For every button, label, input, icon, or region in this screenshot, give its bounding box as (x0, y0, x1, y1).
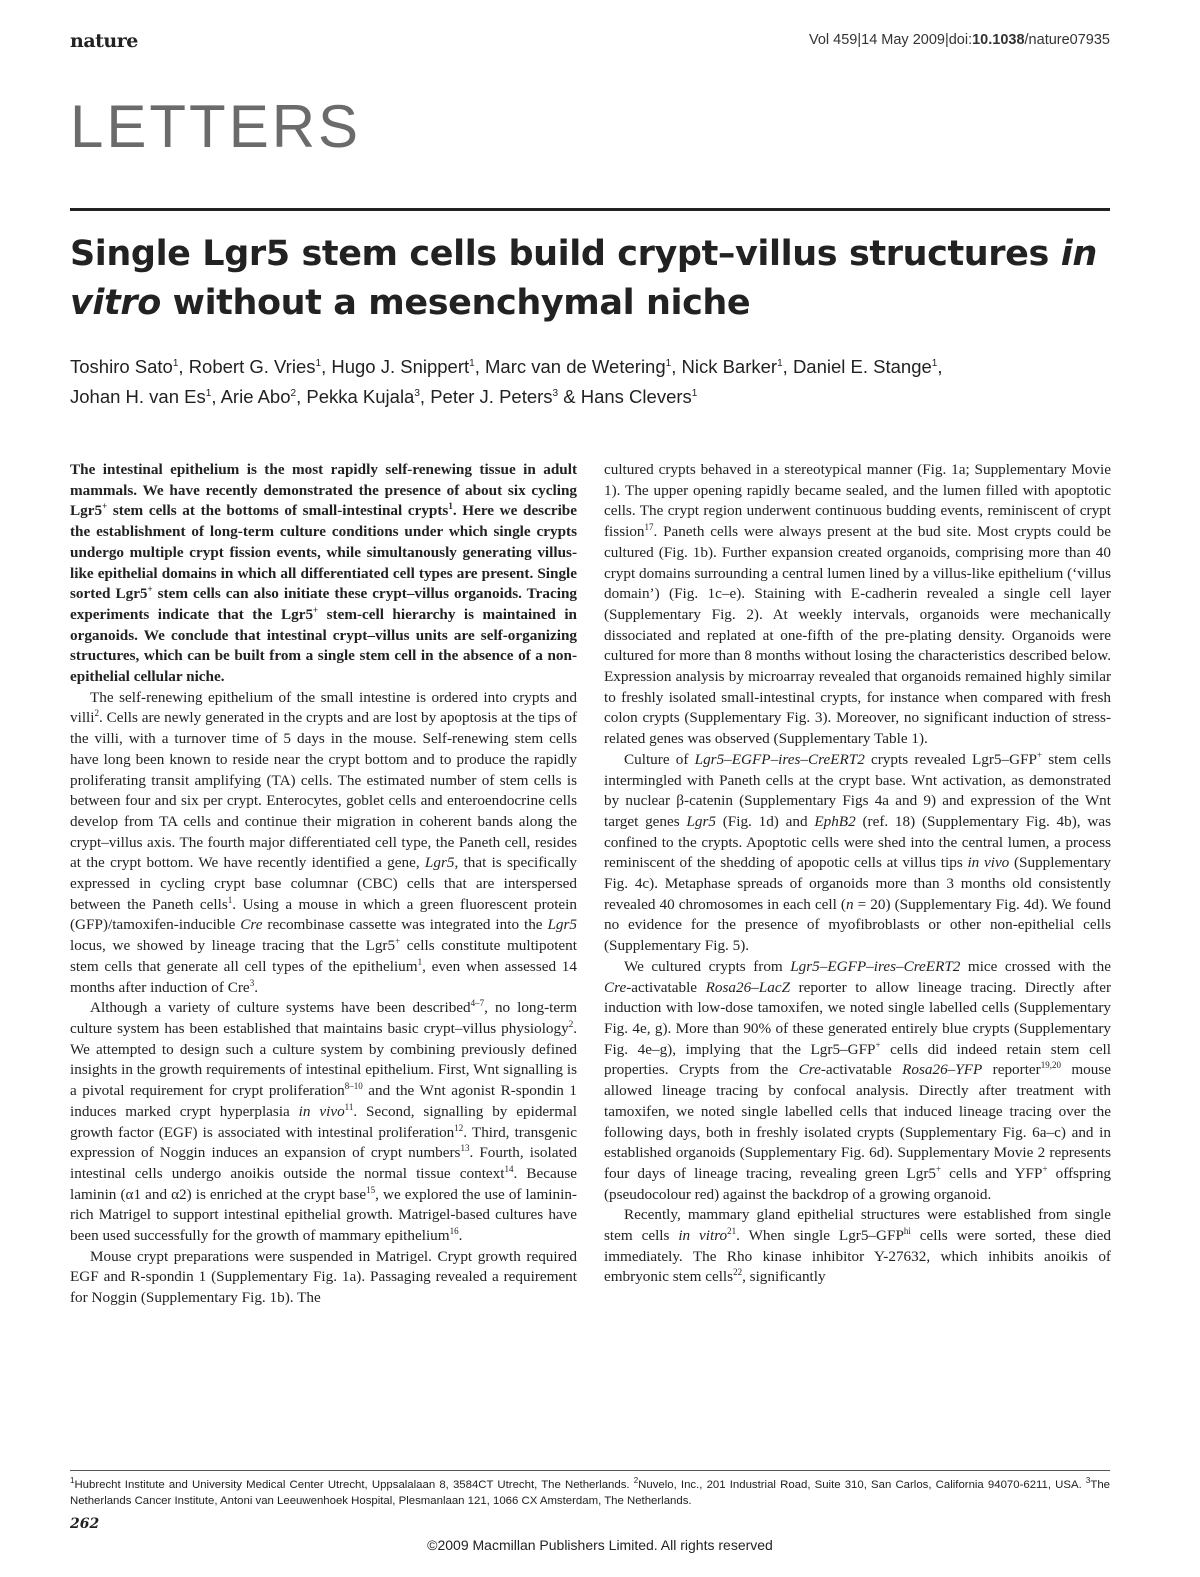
body-paragraph: We cultured crypts from Lgr5–EGFP–ires–CreERT2 mice crossed with the Cre-activatable Rosa26–LacZ reporter to allow lineage tracing. Directly after induction with low-dose tamoxifen, we noted single labelled cells (Supplementary Fig. 4e, g). More than 90% of these generated entirely blue crypts (Supplementary Fig. 4e–g), implying that the Lgr5–GFP+ cells did indeed retain stem cell properties. Crypts from the Cre-activatable Rosa26–YFP reporter$^{19,20}$ mouse allowed lineage tracing by confocal analysis. Directly after treatment with tamoxifen, we noted single labelled cells that induced lineage tracing over the following days, both in freshly isolated crypts (Supplementary Fig. 6a–c) and in established organoids (Supplementary Fig. 6d). Supplementary Movie 2 represents four days of lineage tracing, revealing green Lgr5+ cells and YFP+ offspring (pseudocolour red) against the backdrop of a growing organoid. (604, 957, 1112, 1203)
journal-logo: nature (70, 30, 138, 52)
citation-doi-prefix: 10.1038 (972, 32, 1025, 48)
title-italic: in vitro (70, 234, 1097, 323)
body-paragraph: Although a variety of culture systems have been described$^{4-7}$, no long-term culture system has been established that maintains basic crypt–villus physiology$^2$. We attempted to design such a culture system by combining previously defined insights in the growth requirements of intestinal epithelium. First, Wnt signalling is a pivotal requirement for crypt proliferation$^{8-10}$ and the Wnt agonist R-spondin 1 induces marked crypt hyperplasia in vivo$^{11}$. Second, signalling by epidermal growth factor (EGF) is associated with intestinal proliferation$^{12}$. Third, transgenic expression of Noggin induces an expansion of crypt numbers$^{13}$. Fourth, isolated intestinal cells undergo anoikis outside the normal tissue context$^{14}$. Because laminin (α1 and α2) is enriched at the crypt base$^{15}$, we explored the use of laminin-rich Matrigel to support intestinal epithelial growth. Matrigel-based cultures have been used successfully for the growth of mammary epithelium$^{16}$. (70, 998, 578, 1245)
author: Daniel E. Stange$^1$ (792, 356, 938, 378)
title-part-2: without a mesenchymal niche (160, 283, 751, 323)
author: Pekka Kujala$^3$ (306, 386, 420, 408)
body-paragraph: Mouse crypt preparations were suspended in Matrigel. Crypt growth required EGF and R-spondin 1 (Supplementary Fig. 1a). Passaging revealed a requirement for Noggin (Supplementary Fig. 1b). The (70, 1247, 577, 1307)
author: Arie Abo$^2$ (220, 386, 297, 408)
author: Johan H. van Es$^1$ (70, 386, 212, 408)
affiliation-footnotes: $^1$Hubrecht Institute and University Medical Center Utrecht, Uppsalalaan 8, 3584CT Utrecht, The Netherlands. $^2$Nuvelo, Inc., 201 Industrial Road, Suite 310, San Carlos, California 94070-6211, USA. $^3$The Netherlands Cancer Institute, Antoni van Leeuwenhoek Hospital, Plesmanlaan 121, 1066 CX Amsterdam, The Netherlands. (70, 1476, 1110, 1507)
abstract-paragraph: The intestinal epithelium is the most rapidly self-renewing tissue in adult mammals. We have recently demonstrated the presence of about six cycling Lgr5+ stem cells at the bottoms of small-intestinal crypts$^1$. Here we describe the establishment of long-term culture conditions under which single crypts undergo multiple crypt fission events, while simultanously generating villus-like epithelial domains in which all differentiated cell types are present. Single sorted Lgr5+ stem cells can also initiate these crypt–villus organoids. Tracing experiments indicate that the Lgr5+ stem-cell hierarchy is maintained in organoids. We conclude that intestinal crypt–villus units are self-organizing structures, which can be built from a single stem cell in the absence of a non-epithelial cellular niche. (70, 461, 578, 686)
title-part-1: Single Lgr5 stem cells build crypt–villus structures (70, 234, 1061, 274)
author: Hans Clevers$^1$ (580, 386, 698, 408)
author: Hugo J. Snippert$^1$ (331, 356, 475, 378)
body-paragraph: The self-renewing epithelium of the small intestine is ordered into crypts and villi$^2$. Cells are newly generated in the crypts and are lost by apoptosis at the tips of the villi, with a turnover time of 5 days in the mouse. Self-renewing stem cells have long been known to reside near the crypt bottom and to produce the rapidly proliferating transit amplifying (TA) cells. The estimated number of stem cells is between four and six per crypt. Enterocytes, goblet cells and enteroendocrine cells develop from TA cells and continue their migration in coherent bands along the crypt–villus axis. The fourth major differentiated cell type, the Paneth cell, resides at the crypt bottom. We have recently identified a gene, Lgr5, that is specifically expressed in cycling crypt base columnar (CBC) cells that are interspersed between the Paneth cells$^1$. Using a mouse in which a green fluorescent protein (GFP)/tamoxifen-inducible Cre recombinase cassette was integrated into the Lgr5 locus, we showed by lineage tracing that the Lgr5+ cells constitute multipotent stem cells that generate all cell types of the epithelium$^1$, even when assessed 14 months after induction of Cre$^3$. (70, 688, 578, 996)
page-number: 262 (70, 1516, 100, 1532)
right-column (604, 460, 1111, 1288)
author-list: Toshiro Sato$^1$, Robert G. Vries$^1$, Hugo J. Snippert$^1$, Marc van de Wetering$^1$, Nick Barker$^1$, Daniel E. Stange$^1$, Johan H. van Es$^1$, Arie Abo$^2$, Pekka Kujala$^3$, Peter J. Peters$^3$ & Hans Clevers$^1$ (70, 356, 943, 408)
citation-prefix: Vol 459|14 May 2009|doi: (808, 32, 973, 48)
copyright-notice: ©2009 Macmillan Publishers Limited. All rights reserved (427, 1537, 773, 1553)
author: Marc van de Wetering$^1$ (485, 356, 672, 378)
citation (809, 32, 1110, 48)
section-label: LETTERS (70, 93, 362, 160)
left-column (70, 460, 577, 1309)
body-paragraph: cultured crypts behaved in a stereotypical manner (Fig. 1a; Supplementary Movie 1). The upper opening rapidly became sealed, and the lumen filled with apoptotic cells. The crypt region underwent continuous budding events, reminiscent of crypt fission$^{17}$. Paneth cells were always present at the bud site. Most crypts could be cultured (Fig. 1b). Further expansion created organoids, comprising more than 40 crypt domains surrounding a central lumen lined by a villus-like epithelium (‘villus domain’) (Fig. 1c–e). Staining with E-cadherin revealed a single cell layer (Supplementary Fig. 2). At weekly intervals, organoids were mechanically dissociated and replated at one-fifth of the pre-plating density. Organoids were cultured for more than 8 months without losing the characteristics described below. Expression analysis by microarray revealed that organoids remained highly similar to freshly isolated small-intestinal crypts, for instance when compared with fresh colon crypts (Supplementary Fig. 3). Moreover, no significant induction of stress-related genes was observed (Supplementary Table 1). (604, 461, 1111, 748)
article-title (70, 230, 1115, 328)
title-rule (70, 208, 1110, 211)
author: Robert G. Vries$^1$ (188, 356, 322, 378)
body-paragraph: Culture of Lgr5–EGFP–ires–CreERT2 crypts revealed Lgr5–GFP+ stem cells intermingled with Paneth cells at the crypt base. Wnt activation, as demonstrated by nuclear β-catenin (Supplementary Figs 4a and 9) and expression of the Wnt target genes Lgr5 (Fig. 1d) and EphB2 (ref. 18) (Supplementary Fig. 4b), was confined to the crypts. Apoptotic cells were shed into the central lumen, a process reminiscent of the shedding of apopotic cells at villus tips in vivo (Supplementary Fig. 4c). Metaphase spreads of organoids more than 3 months old consistently revealed 40 chromosomes in each cell (n = 20) (Supplementary Fig. 4d). We found no evidence for the presence of myofibroblasts or other non-epithelial cells (Supplementary Fig. 5). (604, 749, 1111, 955)
author: Nick Barker$^1$ (681, 356, 783, 378)
author: Toshiro Sato$^1$ (70, 356, 179, 378)
page-header (70, 28, 1110, 58)
citation-doi-suffix: /nature07935 (1024, 32, 1110, 48)
author: Peter J. Peters$^3$ (430, 386, 559, 408)
body-paragraph: Recently, mammary gland epithelial structures were established from single stem cells in vitro$^{21}$. When single $Lgr5-GFP^{hi}$ cells were sorted, these died immediately. The Rho kinase inhibitor Y-27632, which inhibits anoikis of embryonic stem cells$^{22}$, significantly (604, 1206, 1112, 1286)
footnote-rule (70, 1470, 1110, 1471)
